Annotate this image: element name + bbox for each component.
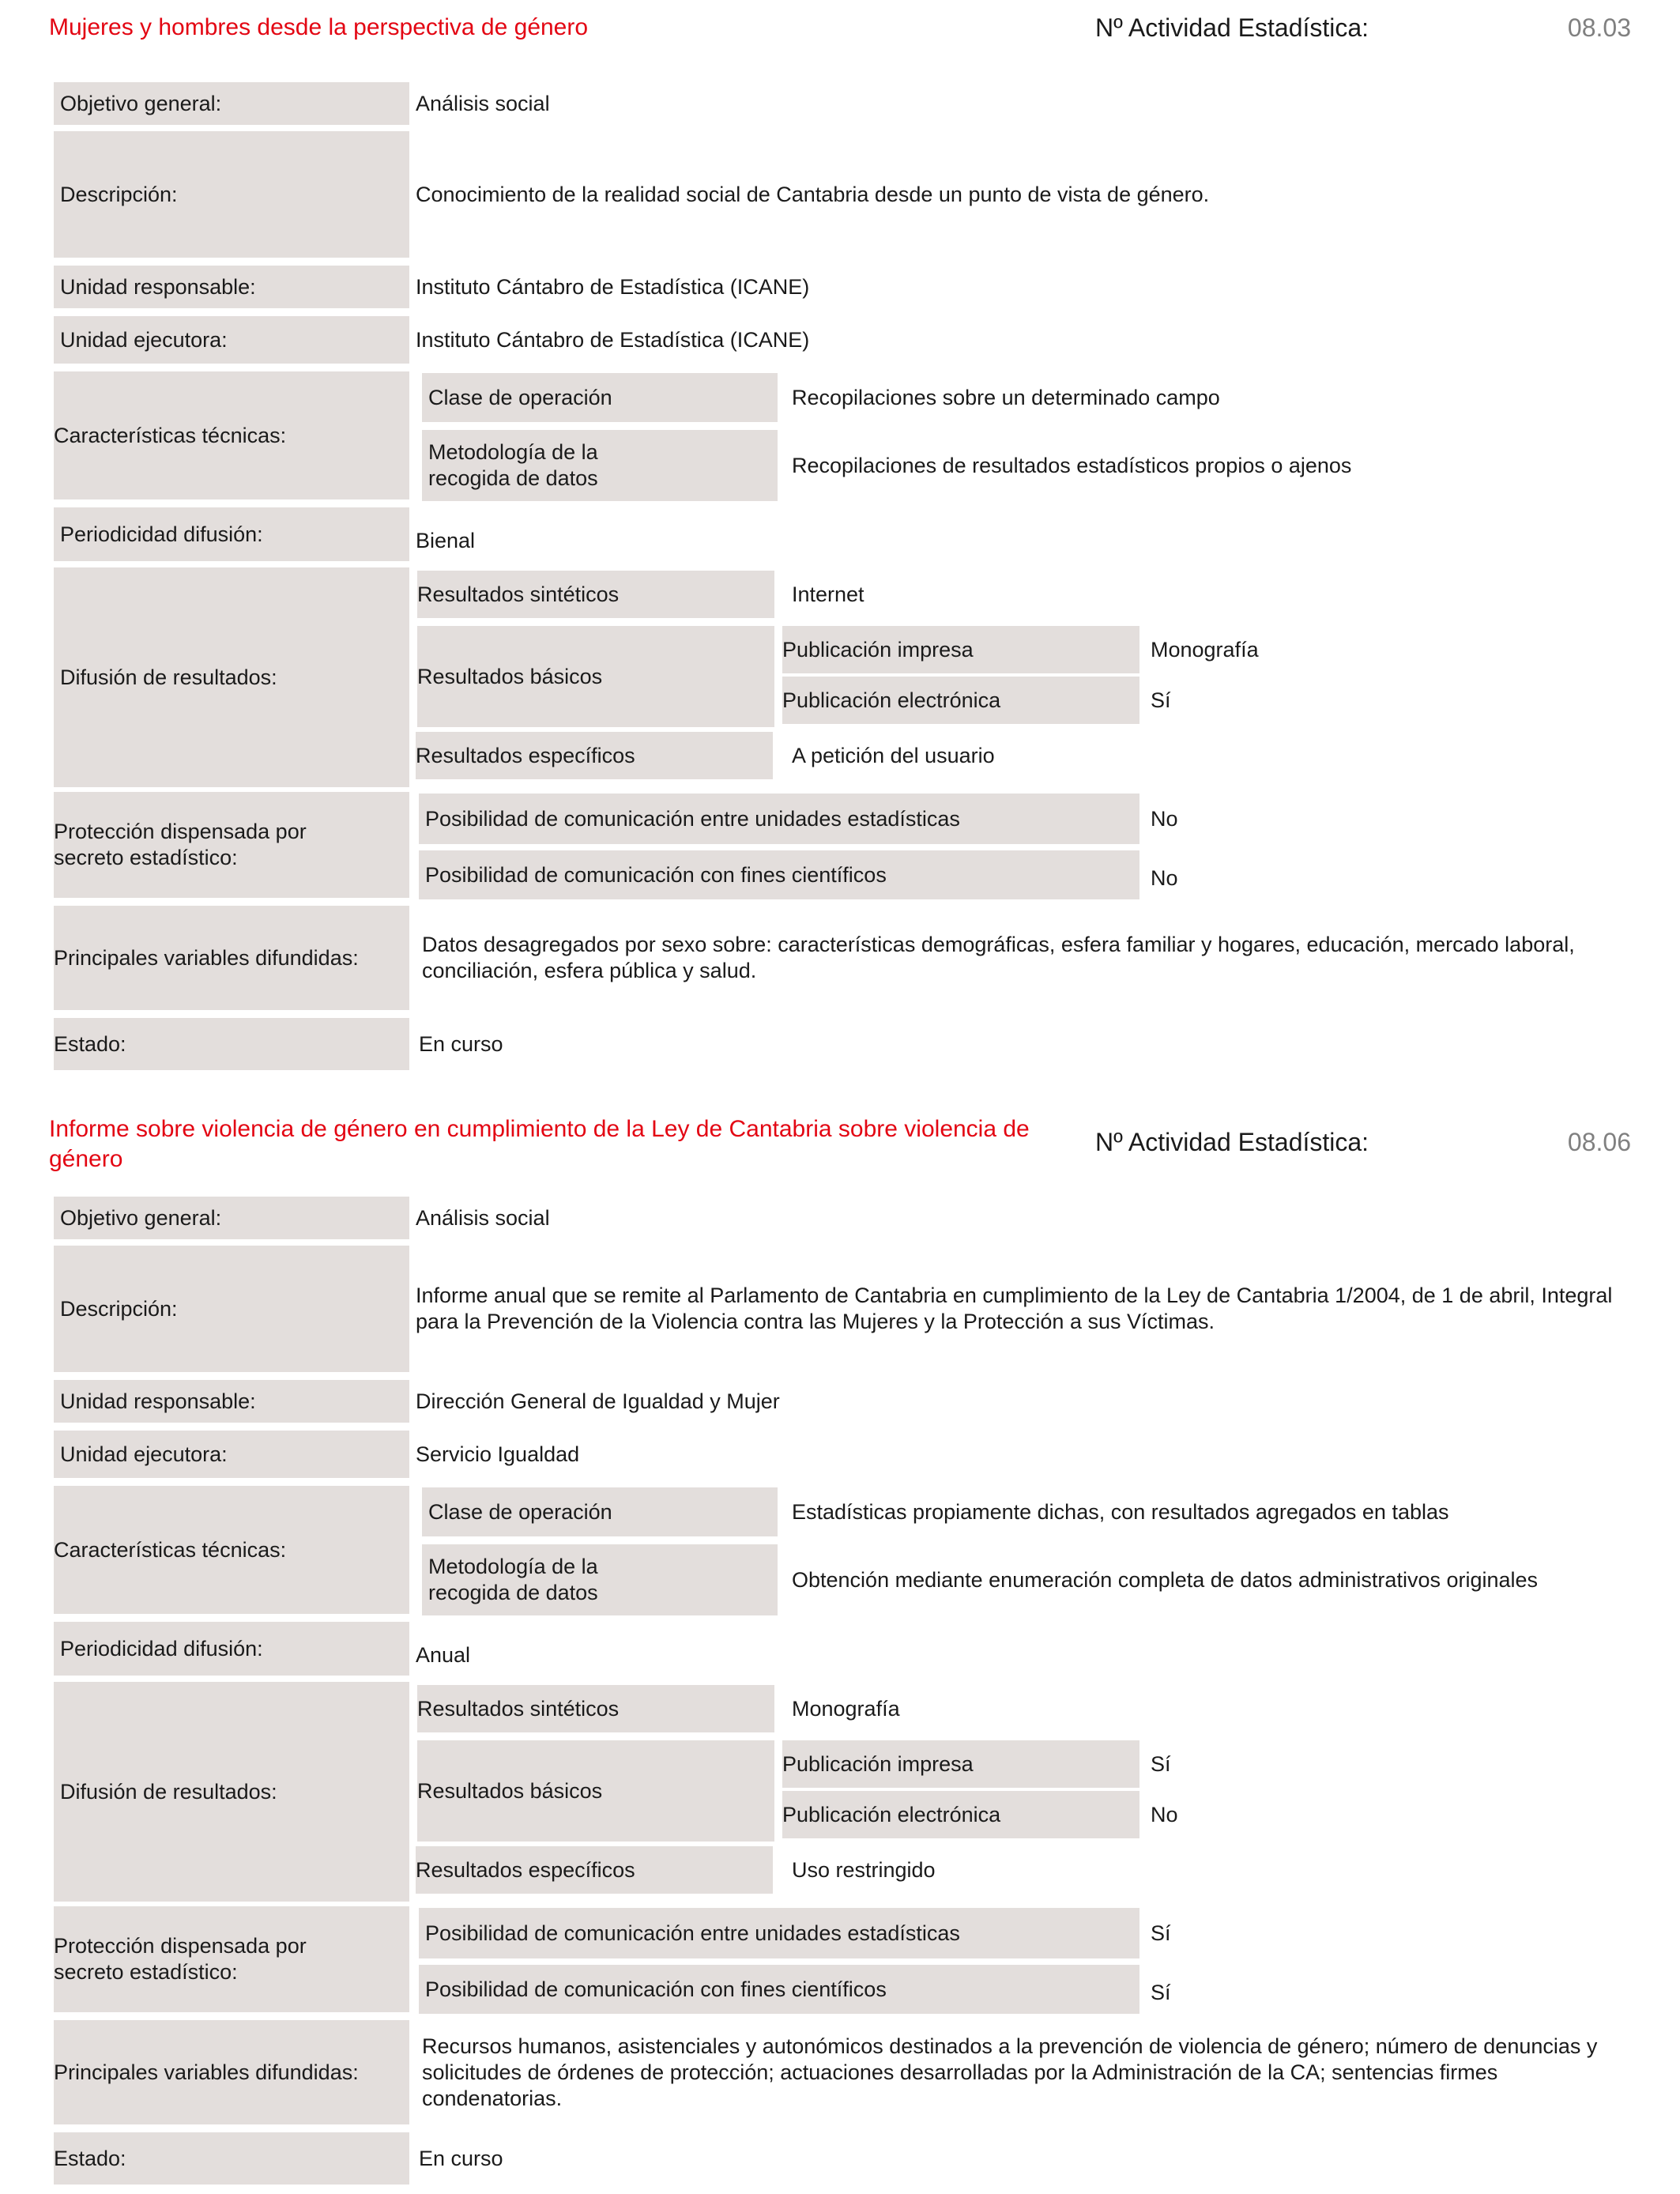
- unidad-responsable-value: Dirección General de Igualdad y Mujer: [416, 1389, 780, 1413]
- periodicidad-value: Anual: [416, 1642, 471, 1667]
- com-unidades-label: Posibilidad de comunicación entre unidades estadísticas: [419, 1908, 1139, 1958]
- periodicidad-value: Bienal: [416, 528, 476, 552]
- sinteticos-value: Monografía: [792, 1696, 900, 1721]
- estado-label: Estado:: [54, 2132, 409, 2185]
- objetivo-value: Análisis social: [416, 91, 550, 115]
- unidad-responsable-value: Instituto Cántabro de Estadística (ICANE): [416, 274, 810, 299]
- pub-electronica-label: Publicación electrónica: [782, 1791, 1139, 1838]
- metodologia-label: Metodología de la recogida de datos: [422, 430, 778, 501]
- objetivo-value: Análisis social: [416, 1205, 550, 1230]
- basicos-label: Resultados básicos: [417, 626, 774, 727]
- clase-operacion-label: Clase de operación: [422, 373, 778, 422]
- descripcion-value: Informe anual que se remite al Parlamento de Cantabria en cumplimiento de la Ley de Cantabria 1/2004, de 1 de abril, Integral para la Prevención de la Violencia contra las Mujeres y la Protección a sus Víctimas.: [416, 1284, 1613, 1333]
- pub-impresa-value: Monografía: [1151, 637, 1259, 662]
- metodologia-value: Recopilaciones de resultados estadísticos propios o ajenos: [792, 453, 1352, 477]
- activity-number: 08.06: [1567, 1128, 1631, 1156]
- unidad-ejecutora-label: Unidad ejecutora:: [54, 316, 409, 364]
- metodologia-label: Metodología de la recogida de datos: [422, 1544, 778, 1615]
- clase-operacion-value: Recopilaciones sobre un determinado campo: [792, 385, 1220, 409]
- com-cientificos-label: Posibilidad de comunicación con fines científicos: [419, 850, 1139, 899]
- com-unidades-value: Sí: [1151, 1921, 1171, 1945]
- especificos-label: Resultados específicos: [416, 732, 773, 779]
- especificos-label: Resultados específicos: [416, 1846, 773, 1894]
- objetivo-label: Objetivo general:: [54, 82, 409, 125]
- activity-section-2: [0, 1114, 1680, 2194]
- metodologia-value: Obtención mediante enumeración completa de datos administrativos originales: [792, 1567, 1539, 1592]
- caracteristicas-label: Características técnicas:: [54, 371, 409, 499]
- unidad-ejecutora-label: Unidad ejecutora:: [54, 1431, 409, 1478]
- variables-label: Principales variables difundidas:: [54, 2020, 409, 2124]
- variables-label: Principales variables difundidas:: [54, 906, 409, 1010]
- pub-electronica-label: Publicación electrónica: [782, 677, 1139, 724]
- pub-impresa-label: Publicación impresa: [782, 1740, 1139, 1788]
- unidad-responsable-label: Unidad responsable:: [54, 266, 409, 308]
- com-unidades-value: No: [1151, 806, 1178, 831]
- proteccion-label: Protección dispensada por secreto estadístico:: [54, 1906, 409, 2012]
- section-title: Informe sobre violencia de género en cumplimiento de la Ley de Cantabria sobre violencia de género: [49, 1116, 1030, 1172]
- clase-operacion-value: Estadísticas propiamente dichas, con resultados agregados en tablas: [792, 1499, 1449, 1524]
- descripcion-value: Conocimiento de la realidad social de Cantabria desde un punto de vista de género.: [416, 182, 1210, 206]
- periodicidad-label: Periodicidad difusión:: [54, 507, 409, 561]
- especificos-value: Uso restringido: [792, 1857, 936, 1882]
- com-cientificos-value: No: [1151, 865, 1178, 890]
- unidad-ejecutora-value: Servicio Igualdad: [416, 1442, 580, 1466]
- com-cientificos-value: Sí: [1151, 1980, 1171, 2004]
- difusion-label: Difusión de resultados:: [54, 1682, 409, 1902]
- basicos-label: Resultados básicos: [417, 1740, 774, 1842]
- variables-value: Recursos humanos, asistenciales y autonómicos destinados a la prevención de violencia de género; número de denuncias y solicitudes de órdenes de protección; actuaciones desarrolladas por la Administración de la CA; sentencias firmes condenatorias.: [422, 2034, 1598, 2110]
- especificos-value: A petición del usuario: [792, 743, 995, 767]
- objetivo-label: Objetivo general:: [54, 1197, 409, 1239]
- pub-electronica-value: No: [1151, 1802, 1178, 1826]
- activity-number-label: Nº Actividad Estadística:: [1095, 1128, 1369, 1156]
- section-title: Mujeres y hombres desde la perspectiva de género: [49, 14, 589, 40]
- difusion-label: Difusión de resultados:: [54, 567, 409, 787]
- unidad-ejecutora-value: Instituto Cántabro de Estadística (ICANE): [416, 327, 810, 352]
- estado-value: En curso: [419, 1031, 503, 1056]
- pub-impresa-value: Sí: [1151, 1751, 1171, 1776]
- activity-number-label: Nº Actividad Estadística:: [1095, 13, 1369, 42]
- pub-impresa-label: Publicación impresa: [782, 626, 1139, 673]
- unidad-responsable-label: Unidad responsable:: [54, 1380, 409, 1423]
- sinteticos-label: Resultados sintéticos: [417, 1685, 774, 1732]
- sinteticos-value: Internet: [792, 582, 864, 606]
- clase-operacion-label: Clase de operación: [422, 1487, 778, 1536]
- periodicidad-label: Periodicidad difusión:: [54, 1622, 409, 1676]
- caracteristicas-label: Características técnicas:: [54, 1486, 409, 1614]
- activity-number: 08.03: [1567, 13, 1631, 42]
- variables-value: Datos desagregados por sexo sobre: características demográficas, esfera familiar y hogares, educación, mercado laboral, conciliación, esfera pública y salud.: [422, 933, 1575, 982]
- com-cientificos-label: Posibilidad de comunicación con fines científicos: [419, 1965, 1139, 2014]
- sinteticos-label: Resultados sintéticos: [417, 571, 774, 618]
- estado-label: Estado:: [54, 1018, 409, 1070]
- descripcion-label: Descripción:: [54, 131, 409, 258]
- estado-value: En curso: [419, 2146, 503, 2170]
- descripcion-label: Descripción:: [54, 1246, 409, 1372]
- pub-electronica-value: Sí: [1151, 688, 1171, 712]
- proteccion-label: Protección dispensada por secreto estadístico:: [54, 792, 409, 898]
- com-unidades-label: Posibilidad de comunicación entre unidades estadísticas: [419, 794, 1139, 844]
